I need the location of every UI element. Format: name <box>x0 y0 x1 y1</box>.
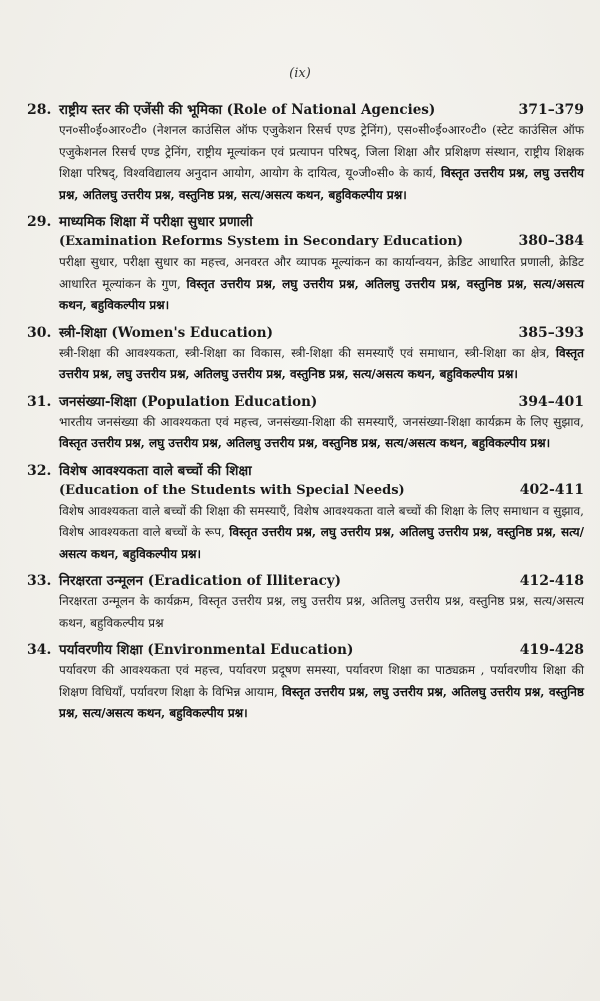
entry-description <box>59 591 584 634</box>
entry-pages: 385–393 <box>518 324 584 341</box>
entry-subtitle: (Examination Reforms System in Secondary Education) <box>59 234 464 249</box>
question-types: विस्तृत उत्तरीय प्रश्न, लघु उत्तरीय प्रश्न, अतिलघु उत्तरीय प्रश्न, वस्तुनिष्ठ प्रश्न, सत्य/असत्य कथन, बहुविकल्पीय प्रश्न। <box>59 684 584 720</box>
description-text: भारतीय जनसंख्या की आवश्यकता एवं महत्त्व, जनसंख्या-शिक्षा की समस्याएँ, जनसंख्या-शिक्षा कार्यक्रम के लिए सुझाव, <box>59 414 584 429</box>
question-types: विस्तृत उत्तरीय प्रश्न, लघु उत्तरीय प्रश्न, अतिलघु उत्तरीय प्रश्न, वस्तुनिष्ठ प्रश्न, सत्य/असत्य कथन, बहुविकल्पीय प्रश्न। <box>59 525 584 561</box>
question-types: विस्तृत उत्तरीय प्रश्न, लघु उत्तरीय प्रश्न, अतिलघु उत्तरीय प्रश्न, वस्तुनिष्ठ प्रश्न, सत्य/असत्य कथन, बहुविकल्पीय प्रश्न। <box>59 276 584 312</box>
description-text: एन०सी०ई०आर०टी० (नेशनल काउंसिल ऑफ एजुकेशन रिसर्च एण्ड ट्रेनिंग), एस०सी०ई०आर०टी० (स्टेट काउंसिल ऑफ एजुकेशनल रिसर्च एण्ड ट्रेनिंग, राष्ट्रीय मूल्यांकन एवं प्रत्यापन परिषद्, जिला शिक्षा और प्रशिक्षण संस्थान, राष्ट्रीय शिक्षक शिक्षा परिषद्, विश्वविद्यालय अनुदान आयोग, आयोग के दायित्व, यू०जी०सी० के कार्य, <box>59 123 584 180</box>
question-types: विस्तृत उत्तरीय प्रश्न, लघु उत्तरीय प्रश्न, अतिलघु उत्तरीय प्रश्न, वस्तुनिष्ठ प्रश्न, सत्य/असत्य कथन, बहुविकल्पीय प्रश्न। <box>59 166 584 202</box>
toc-entry-29 <box>27 212 584 317</box>
entry-description <box>59 252 584 317</box>
entry-number: 29. <box>27 214 52 230</box>
description-text: पर्यावरण की आवश्यकता एवं महत्त्व, पर्यावरण प्रदूषण समस्या, पर्यावरण शिक्षा का पाठ्यक्रम , पर्यावरणीय शिक्षा की शिक्षण विधियाँ, पर्यावरण शिक्षा के विभिन्न आयाम, <box>59 663 584 699</box>
toc-entry-28 <box>27 100 584 206</box>
entry-description <box>59 120 584 206</box>
entry-number: 30. <box>27 324 52 341</box>
entry-title: स्त्री-शिक्षा (Women's Education) <box>59 324 274 341</box>
entry-description <box>59 660 584 725</box>
description-text: विशेष आवश्यकता वाले बच्चों की शिक्षा की समस्याएँ, विशेष आवश्यकता वाले बच्चों की शिक्षा के लिए समाधान व सुझाव, विशेष आवश्यकता वाले बच्चों के रूप, <box>59 503 584 539</box>
entry-title: निरक्षरता उन्मूलन (Eradication of Illiteracy) <box>59 573 342 589</box>
table-of-contents <box>27 100 584 731</box>
entry-pages: 412-418 <box>519 573 584 589</box>
entry-title: विशेष आवश्यकता वाले बच्चों की शिक्षा <box>59 462 252 479</box>
toc-entry-34 <box>27 640 584 725</box>
entry-title: राष्ट्रीय स्तर की एजेंसी की भूमिका (Role of National Agencies) <box>59 102 436 118</box>
entry-title: पर्यावरणीय शिक्षा (Environmental Education) <box>59 642 354 658</box>
description-text: परीक्षा सुधार, परीक्षा सुधार का महत्त्व, अनवरत और व्यापक मूल्यांकन का कार्यान्वयन, क्रेडिट आधारित प्रणाली, क्रेडिट आधारित मूल्यांकन के गुण, <box>59 255 584 291</box>
entry-title: माध्यमिक शिक्षा में परीक्षा सुधार प्रणाली <box>59 214 253 230</box>
entry-description <box>59 412 584 455</box>
entry-pages: 371–379 <box>518 102 584 118</box>
entry-number: 32. <box>27 462 52 479</box>
entry-pages: 419-428 <box>519 642 584 658</box>
entry-title: जनसंख्या-शिक्षा (Population Education) <box>59 393 318 410</box>
entry-number: 34. <box>27 642 52 658</box>
entry-pages: 380–384 <box>518 233 584 249</box>
entry-number: 33. <box>27 573 52 589</box>
entry-pages: 394–401 <box>518 393 584 410</box>
description-text: निरक्षरता उन्मूलन के कार्यक्रम, विस्तृत उत्तरीय प्रश्न, लघु उत्तरीय प्रश्न, अतिलघु उत्तरीय प्रश्न, वस्तुनिष्ठ प्रश्न, सत्य/असत्य कथन, बहुविकल्पीय प्रश्न <box>59 594 584 630</box>
entry-description <box>59 501 584 566</box>
description-text: स्त्री-शिक्षा की आवश्यकता, स्त्री-शिक्षा का विकास, स्त्री-शिक्षा की समस्याएँ एवं समाधान, स्त्री-शिक्षा का क्षेत्र, <box>59 345 550 360</box>
page-number: (ix) <box>289 66 311 81</box>
question-types: विस्तृत उत्तरीय प्रश्न, लघु उत्तरीय प्रश्न, अतिलघु उत्तरीय प्रश्न, वस्तुनिष्ठ प्रश्न, सत्य/असत्य कथन, बहुविकल्पीय प्रश्न। <box>59 436 551 450</box>
entry-description <box>59 343 584 386</box>
entry-number: 28. <box>27 102 52 118</box>
toc-entry-31 <box>27 392 584 455</box>
toc-entry-33 <box>27 571 584 634</box>
question-types: विस्तृत उत्तरीय प्रश्न, लघु उत्तरीय प्रश्न, अतिलघु उत्तरीय प्रश्न, वस्तुनिष्ठ प्रश्न, सत्य/असत्य कथन, बहुविकल्पीय प्रश्न। <box>59 345 584 381</box>
entry-number: 31. <box>27 393 52 410</box>
toc-entry-30 <box>27 323 584 386</box>
entry-subtitle: (Education of the Students with Special Needs) <box>59 482 405 498</box>
toc-entry-32 <box>27 461 584 566</box>
entry-pages: 402-411 <box>519 481 584 498</box>
